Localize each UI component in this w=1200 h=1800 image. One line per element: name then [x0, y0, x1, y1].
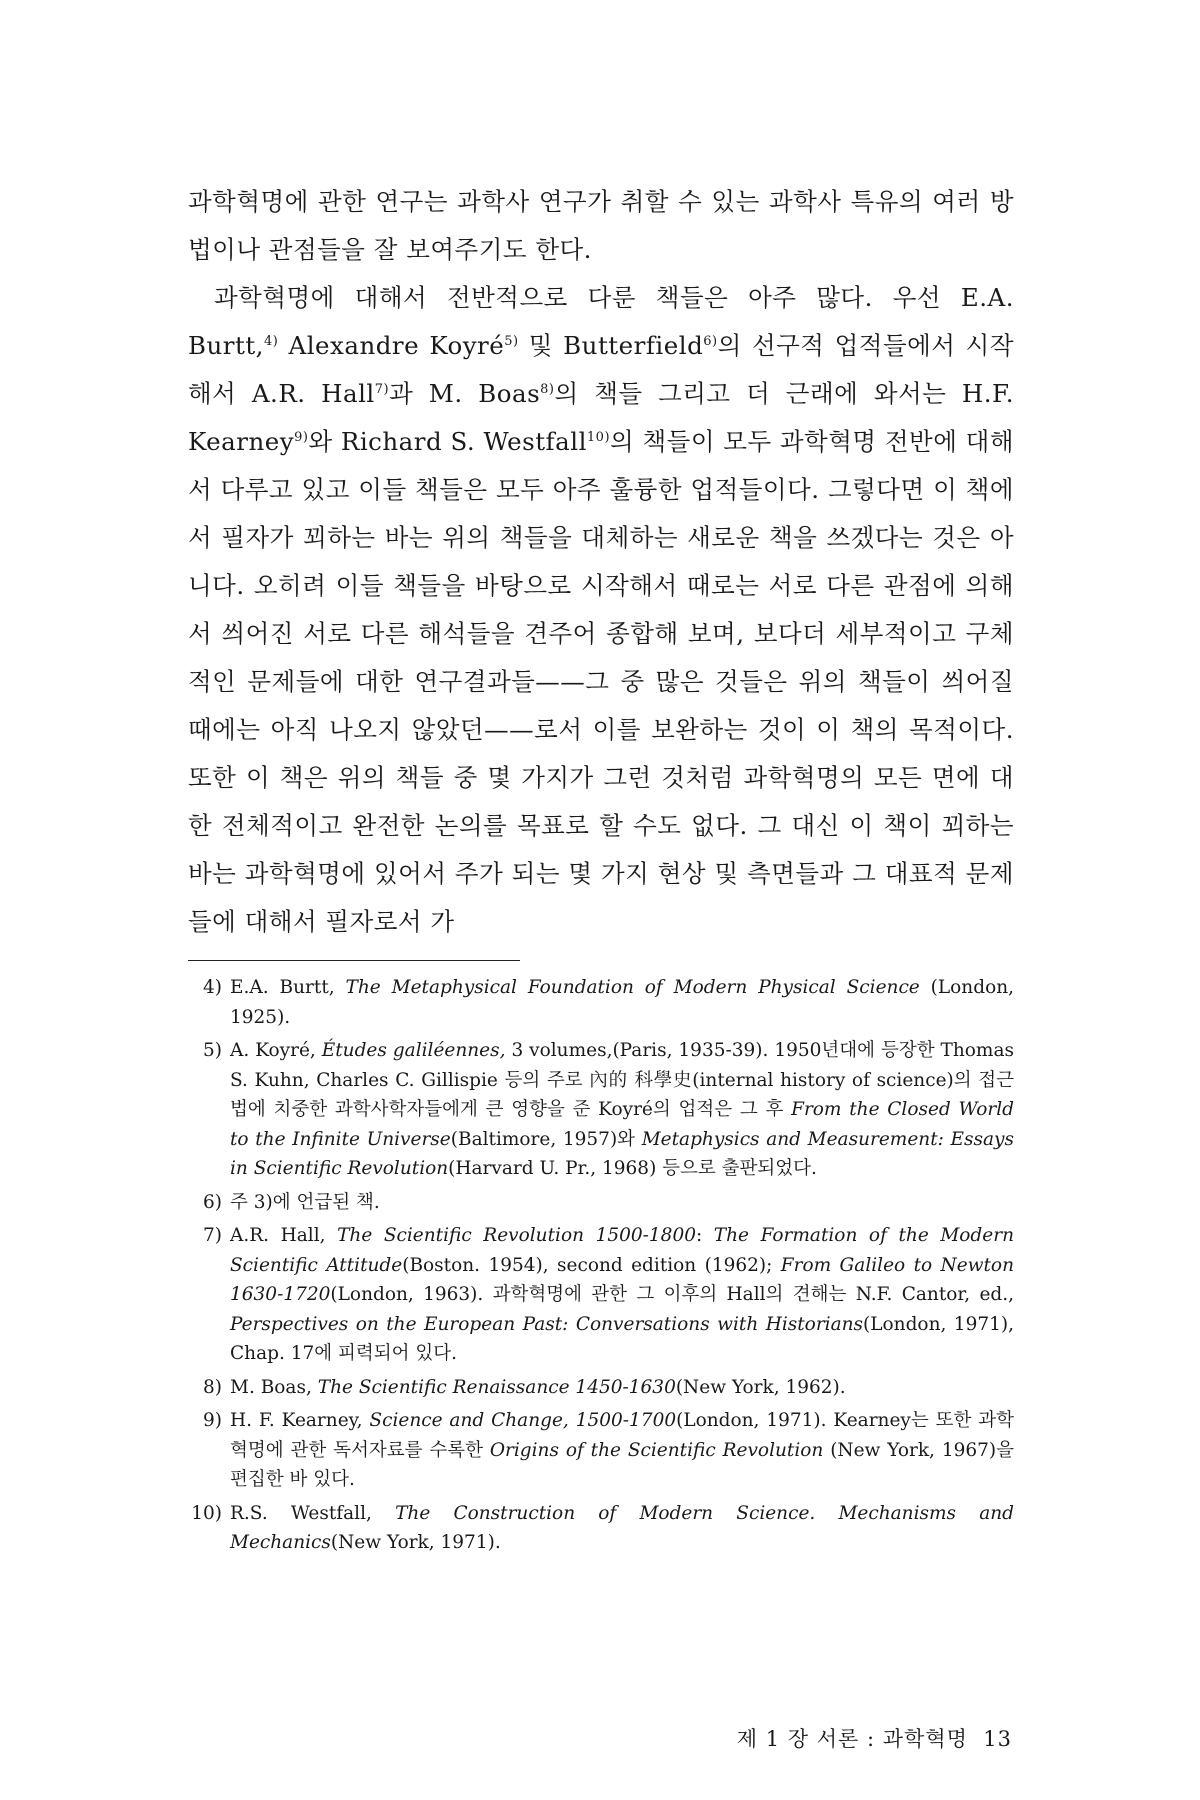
footnote-number: 5)	[203, 1040, 222, 1061]
book-title: Science and Change, 1500-1700	[369, 1410, 677, 1431]
footnote-text-part: (New York, 1967)을 편집한 바 있다.	[230, 1439, 1014, 1490]
footnote-text-part: :	[695, 1225, 714, 1246]
footnote-number: 10)	[191, 1502, 222, 1524]
book-title: Perspectives on the European Past: Conversations with Historians	[230, 1313, 864, 1335]
book-title: Origins of the Scientific Revolution	[489, 1439, 824, 1461]
footnote-text-part: (London, 1925).	[230, 977, 1014, 1028]
footnote-text	[230, 1373, 1014, 1403]
book-title: The Metaphysical Foundation of Modern Physical Science	[345, 977, 920, 998]
footnote-text-part: (London, 1971), Chap. 17에 피력되어 있다.	[230, 1313, 1014, 1364]
footnote-text-part: (London, 1963). 과학혁명에 관한 그 이후의 Hall의 견해는 N.F. Cantor, ed.,	[330, 1284, 1014, 1305]
footnote-number: 8)	[203, 1376, 222, 1398]
footnote-divider	[188, 960, 520, 961]
footnote-text-part: (Harvard U. Pr., 1968) 등으로 출판되었다.	[448, 1158, 817, 1179]
footnote-5	[188, 1036, 1014, 1184]
footnote-6	[188, 1188, 1014, 1218]
paragraph-2-text: 의 책들 그리고 더 근래에 와서는 H.F. Kearney	[188, 379, 1014, 456]
page-number: 13	[983, 1727, 1012, 1751]
book-title: The Construction of Modern Science. Mechanisms and Mechanics	[230, 1502, 1014, 1553]
body-text	[188, 178, 1014, 946]
footnote-ref-8[interactable]: 8)	[540, 381, 555, 397]
footnote-8	[188, 1373, 1014, 1403]
footnote-9	[188, 1406, 1014, 1495]
book-title: Metaphysics and Measurement: Essays in Scientific Revolution	[230, 1128, 1014, 1179]
footnote-ref-5[interactable]: 5)	[504, 333, 519, 349]
footnote-ref-9[interactable]: 9)	[294, 429, 309, 445]
footnote-text	[230, 1036, 1014, 1184]
paragraph-2	[188, 274, 1014, 946]
paragraph-2-text: 의 책들이 모두 과학혁명 전반에 대해서 다루고 있고 이들 책들은 모두 아주 훌륭한 업적들이다. 그렇다면 이 책에서 필자가 꾀하는 바는 위의 책들을 대체하는 새로운 책을 쓰겠다는 것은 아니다. 오히려 이들 책들을 바탕으로 시작해서 때로는 서로 다른 관점에 의해서 씌어진 서로 다른 해석들을 견주어 종합해 보며, 보다더 세부적이고 구체적인 문제들에 대한 연구결과들——그 중 많은 것들은 위의 책들이 씌어질 때에는 아직 나오지 않았던——로서 이를 보완하는 것이 이 책의 목적이다. 또한 이 책은 위의 책들 중 몇 가지가 그런 것처럼 과학혁명의 모든 면에 대한 전체적이고 완전한 논의를 목표로 할 수도 없다. 그 대신 이 책이 꾀하는 바는 과학혁명에 있어서 주가 되는 몇 가지 현상 및 측면들과 그 대표적 문제들에 대해서 필자로서 가	[188, 427, 1014, 936]
footnotes	[188, 973, 1014, 1558]
footnote-text-part: R.S. Westfall,	[230, 1502, 396, 1524]
paragraph-2-text: 의 선구적 업적들에서 시작해서 A.R. Hall	[188, 331, 1014, 408]
footnote-text	[230, 1221, 1014, 1369]
footnote-text-part: E.A. Burtt,	[230, 977, 346, 998]
paragraph-1: 과학혁명에 관한 연구는 과학사 연구가 취할 수 있는 과학사 특유의 여러 방법이나 관점들을 잘 보여주기도 한다.	[188, 187, 1014, 264]
book-title: Études galiléennes,	[321, 1040, 506, 1061]
footnote-ref-10[interactable]: 10)	[586, 429, 611, 445]
footnote-text-part: M. Boas,	[230, 1376, 318, 1398]
footnote-4	[188, 973, 1014, 1032]
footnote-number: 4)	[203, 977, 222, 998]
paragraph-2-text: 과 M. Boas	[389, 379, 541, 408]
running-head: 제 1 장 서론 : 과학혁명	[736, 1727, 968, 1751]
footnote-text-part: (New York, 1962).	[675, 1376, 846, 1398]
footnote-7	[188, 1221, 1014, 1369]
page-content	[188, 178, 1014, 1562]
footnote-number: 7)	[203, 1225, 222, 1246]
footnote-ref-4[interactable]: 4)	[263, 333, 279, 349]
footnote-text-part: A.R. Hall,	[230, 1225, 338, 1246]
footnote-text-part: (Baltimore, 1957)와	[450, 1128, 642, 1150]
paragraph-2-text: Alexandre Koyré	[278, 331, 505, 360]
book-title: From Galileo to Newton 1630-1720	[230, 1254, 1014, 1305]
paragraph-2-text: 와 Richard S. Westfall	[308, 427, 587, 456]
footnote-text: 주 3)에 언급된 책.	[230, 1191, 380, 1213]
footnote-text	[230, 973, 1014, 1032]
book-title: The Scientific Revolution 1500-1800	[337, 1225, 696, 1246]
footnote-text-part: A. Koyré,	[230, 1040, 322, 1061]
footnote-ref-7[interactable]: 7)	[374, 381, 390, 397]
book-title: The Scientific Renaissance 1450-1630	[317, 1376, 676, 1398]
footnote-text-part: (London, 1971). Kearney는 또한 과학혁명에 관한 독서자료를 수록한	[230, 1410, 1015, 1461]
paragraph-2-text: 과학혁명에 대해서 전반적으로 다룬 책들은 아주 많다. 우선 E.A. Burtt,	[188, 283, 1014, 360]
book-title: The Formation of the Modern Scientific Attitude	[230, 1225, 1014, 1276]
footnote-10	[188, 1499, 1014, 1558]
page-footer	[737, 1723, 1012, 1753]
footnote-text-part: 3 volumes,(Paris, 1935-39). 1950년대에 등장한 Thomas S. Kuhn, Charles C. Gillispie 등의 주로 內的 科學史(internal history of science)의 접근법에 치중한 과학사학자들에게 큰 영향을 준 Koyré의 업적은 그 후	[230, 1040, 1014, 1120]
footnote-text	[230, 1406, 1014, 1495]
book-title: From the Closed World to the Infinite Universe	[230, 1099, 1015, 1150]
footnote-text-part: (New York, 1971).	[330, 1532, 501, 1553]
footnote-ref-6[interactable]: 6)	[703, 333, 718, 349]
footnote-text-part: (Boston. 1954), second edition (1962);	[402, 1254, 781, 1276]
footnote-number: 9)	[203, 1410, 222, 1431]
footnote-text-part: H. F. Kearney,	[230, 1410, 370, 1431]
footnote-text	[230, 1499, 1014, 1558]
paragraph-2-text: 및 Butterfield	[518, 331, 704, 360]
footnote-number: 6)	[203, 1191, 222, 1213]
